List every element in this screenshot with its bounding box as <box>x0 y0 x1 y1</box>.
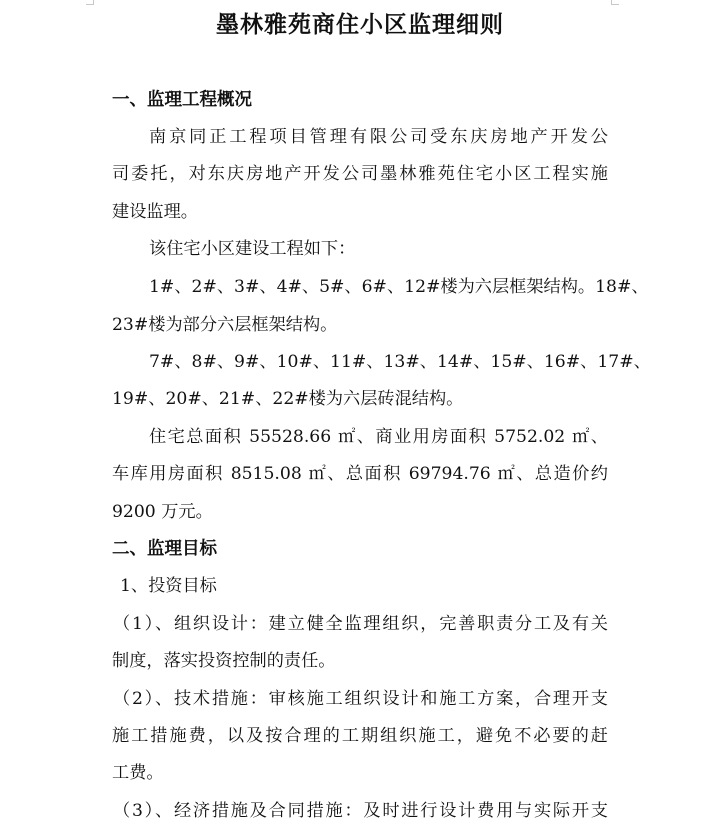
paragraph-line: 23#楼为部分六层框架结构。 <box>112 315 338 335</box>
section-heading-goals: 二、监理目标 <box>112 539 217 559</box>
paragraph-line: 施工措施费，以及按合理的工期组织施工，避免不必要的赶 <box>112 726 608 746</box>
paragraph-line: （3）、经济措施及合同措施：及时进行设计费用与实际开支 <box>113 801 608 819</box>
crop-mark-right-h <box>611 4 619 5</box>
paragraph-line: 南京同正工程项目管理有限公司受东庆房地产开发公 <box>149 127 608 147</box>
paragraph-line: 7#、8#、9#、10#、11#、13#、14#、15#、16#、17#、 <box>149 352 651 372</box>
paragraph-line: 车库用房面积 8515.08 ㎡、总面积 69794.76 ㎡、总造价约 <box>112 464 608 484</box>
paragraph-line: （1）、组织设计：建立健全监理组织，完善职责分工及有关 <box>113 614 608 634</box>
paragraph-line: 制度，落实投资控制的责任。 <box>112 651 336 671</box>
paragraph-line: 1#、2#、3#、4#、5#、6#、12#楼为六层框架结构。18#、 <box>149 277 649 297</box>
paragraph-line: 该住宅小区建设工程如下： <box>149 239 356 259</box>
crop-mark-left-h <box>86 4 94 5</box>
section-heading-overview: 一、监理工程概况 <box>112 90 252 110</box>
paragraph-line: 司委托，对东庆房地产开发公司墨林雅苑住宅小区工程实施 <box>112 164 608 184</box>
paragraph-line: 工费。 <box>112 763 164 783</box>
paragraph-line: 9200 万元。 <box>112 502 213 522</box>
paragraph-line: （2）、技术措施：审核施工组织设计和施工方案，合理开支 <box>113 689 608 709</box>
paragraph-line: 19#、20#、21#、22#楼为六层砖混结构。 <box>112 389 464 409</box>
paragraph-line: 建设监理。 <box>112 202 198 222</box>
subheading-investment: 1、投资目标 <box>120 576 217 596</box>
paragraph-line: 住宅总面积 55528.66 ㎡、商业用房面积 5752.02 ㎡、 <box>149 427 608 447</box>
document-title: 墨林雅苑商住小区监理细则 <box>216 11 504 38</box>
